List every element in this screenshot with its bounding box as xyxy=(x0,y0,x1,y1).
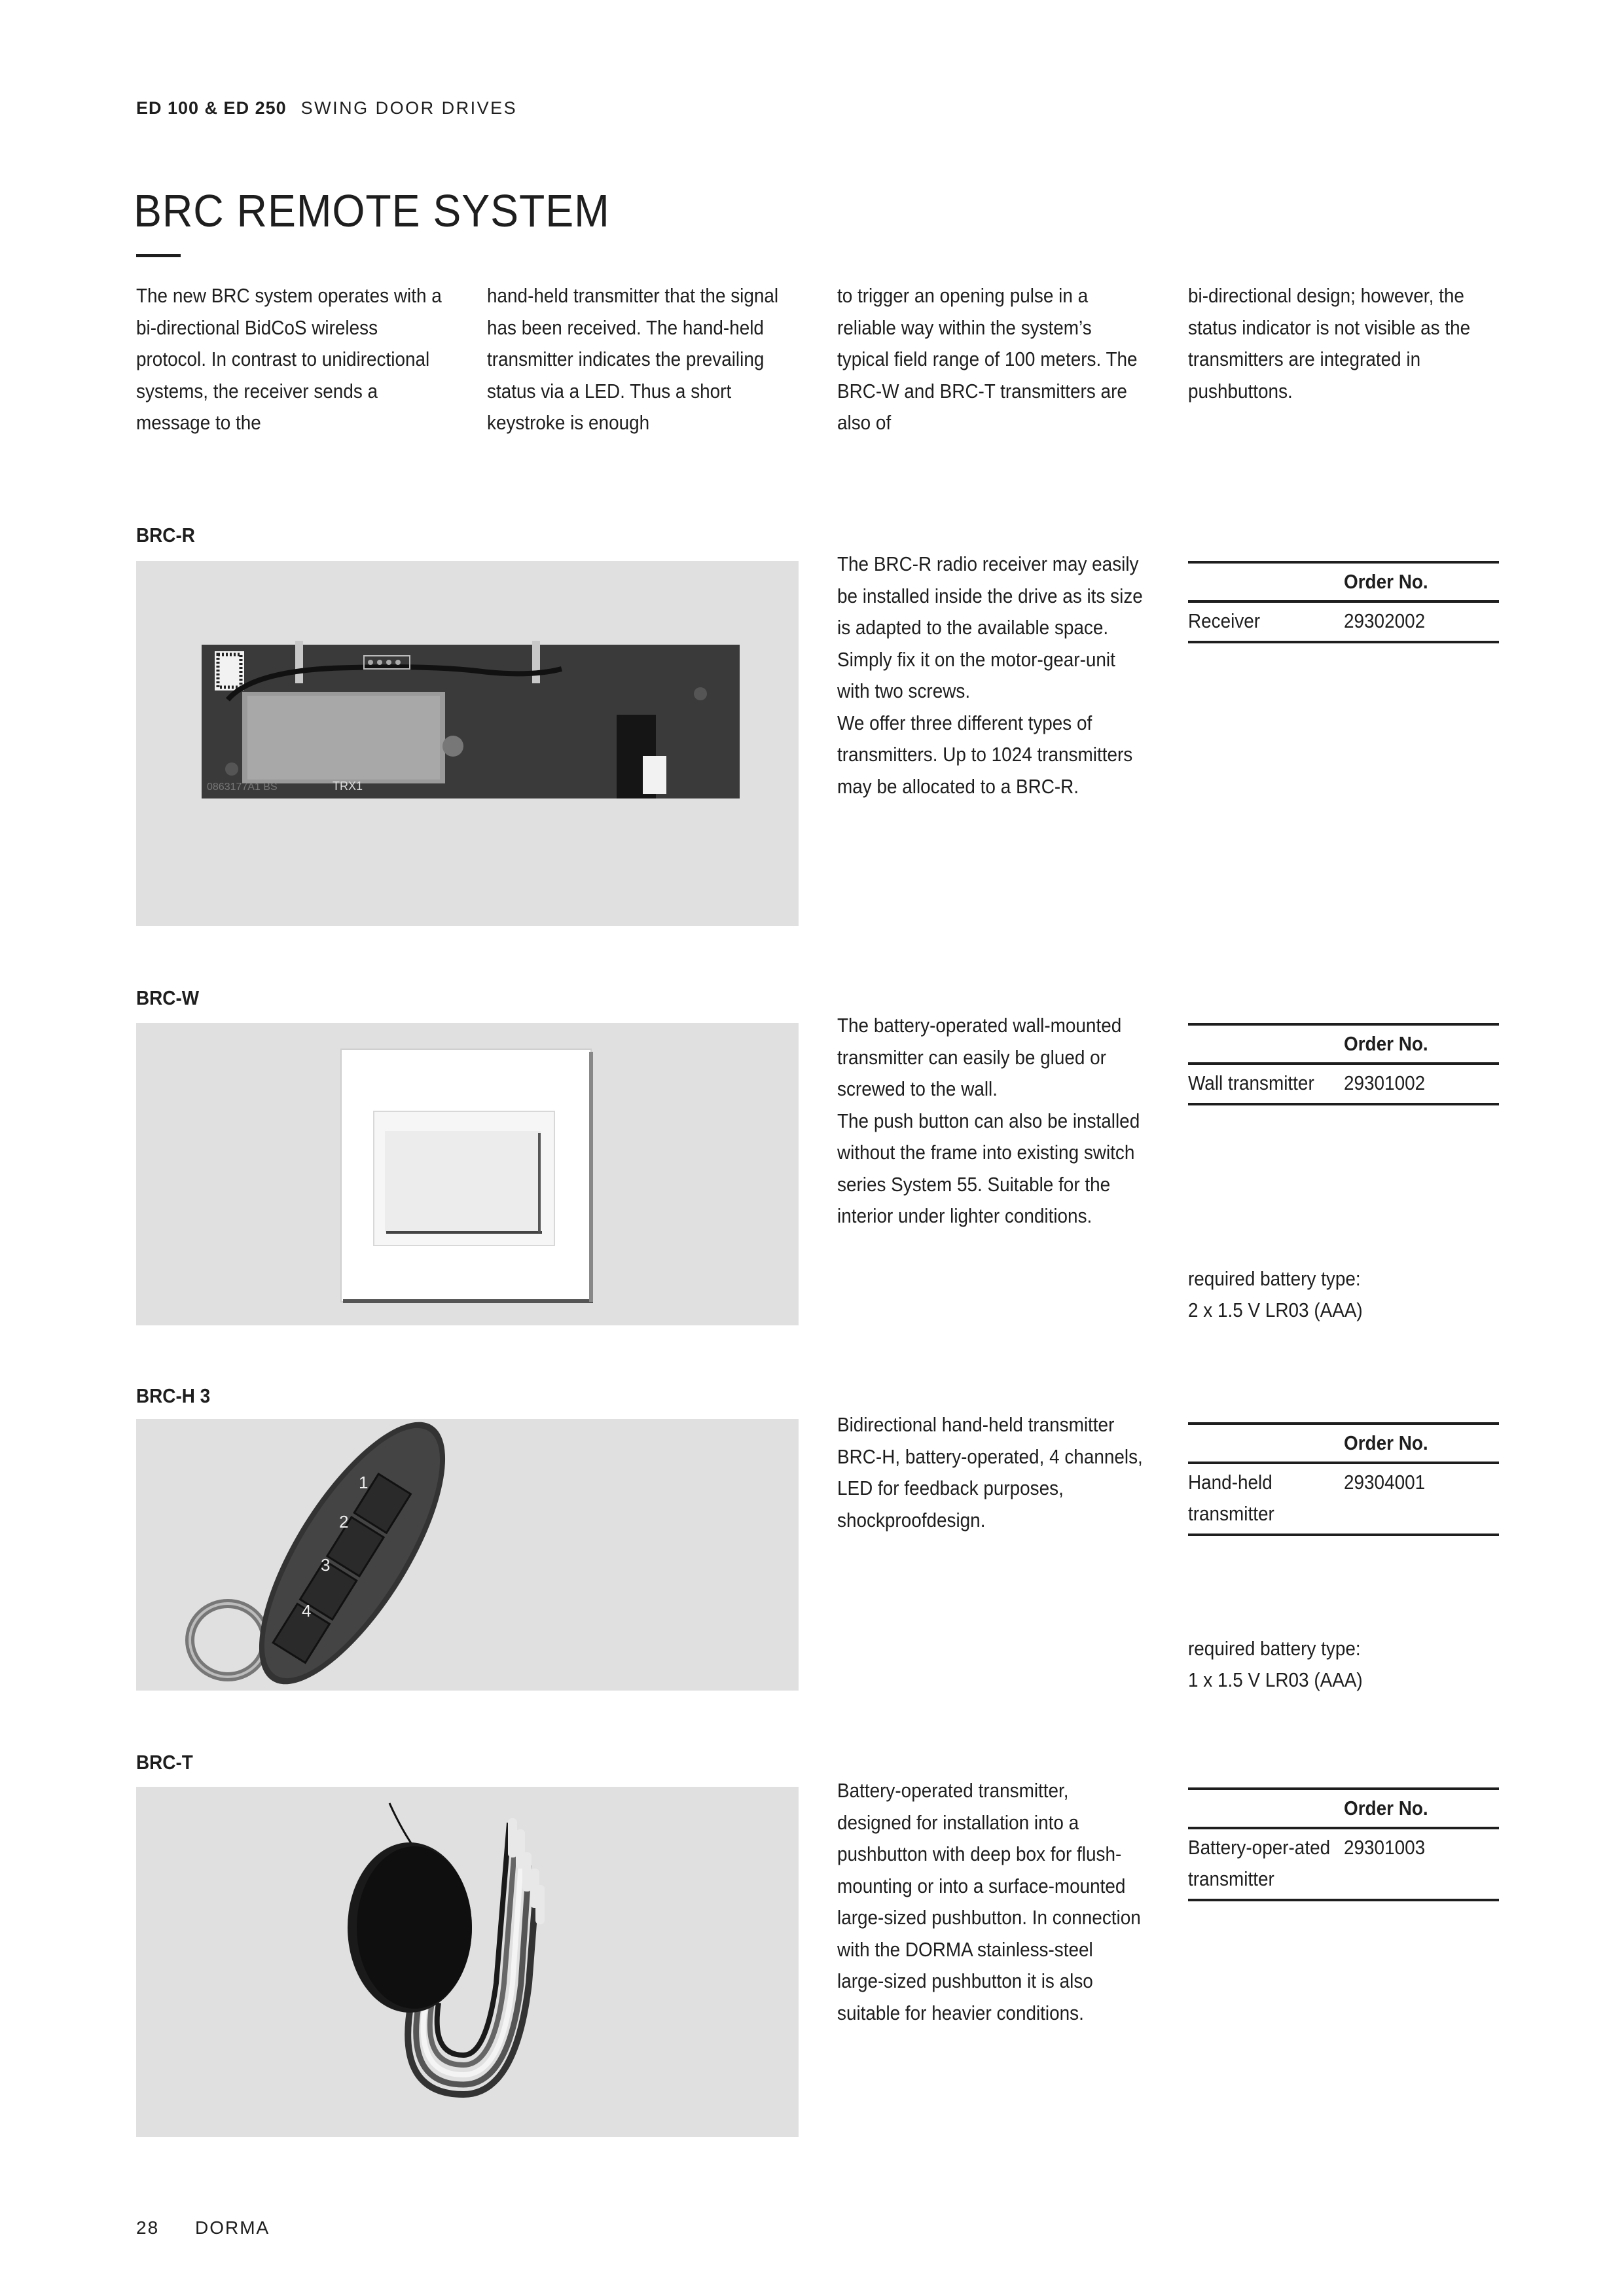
section-label-brc-h3: BRC-H 3 xyxy=(136,1384,211,1407)
wall-switch-icon xyxy=(136,1023,799,1325)
section-label-brc-r: BRC-R xyxy=(136,524,195,547)
order-no-header: Order No. xyxy=(1344,570,1428,593)
table-rule xyxy=(1188,1899,1499,1901)
battery-label: required battery type: xyxy=(1188,1267,1361,1290)
order-no-header: Order No. xyxy=(1344,1431,1428,1454)
table-rule xyxy=(1188,641,1499,643)
item-name: Hand-held transmitter xyxy=(1188,1471,1274,1525)
table-row xyxy=(1188,1065,1499,1103)
table-row xyxy=(1188,1464,1499,1534)
section-label-brc-w: BRC-W xyxy=(136,986,200,1009)
intro-column-2: hand-held transmitter that the signal has been received. The hand-held transmitter indicates the prevailing status via a LED. Thus a short keystroke is enough xyxy=(487,284,779,434)
table-rule xyxy=(1188,1103,1499,1105)
page-title: BRC REMOTE SYSTEM xyxy=(134,185,610,236)
product-image-brc-w xyxy=(136,1023,799,1325)
order-number: 29304001 xyxy=(1344,1471,1426,1494)
title-underline-rule xyxy=(136,254,181,257)
order-number: 29301002 xyxy=(1344,1071,1426,1094)
page-number: 28 xyxy=(136,2217,160,2238)
key-label-1: 1 xyxy=(359,1473,369,1492)
order-table-brc-h3 xyxy=(1188,1422,1499,1536)
svg-text:0863177A1 BS: 0863177A1 BS xyxy=(207,781,278,793)
pushbutton-transmitter-icon xyxy=(136,1787,799,2137)
table-row xyxy=(1188,603,1499,641)
battery-value: 1 x 1.5 V LR03 (AAA) xyxy=(1188,1668,1363,1691)
intro-column-4: bi-directional design; however, the status indicator is not visible as the transmitters are integrated in pushbuttons. xyxy=(1188,284,1471,403)
battery-value: 2 x 1.5 V LR03 (AAA) xyxy=(1188,1299,1363,1321)
order-no-header: Order No. xyxy=(1344,1032,1428,1055)
product-image-brc-r xyxy=(136,561,799,926)
circuit-board-icon xyxy=(136,561,799,926)
product-image-brc-t xyxy=(136,1787,799,2137)
item-name: Wall transmitter xyxy=(1188,1071,1314,1094)
battery-label: required battery type: xyxy=(1188,1637,1361,1660)
order-table-brc-r xyxy=(1188,561,1499,643)
description-brc-h3: Bidirectional hand-held transmitter BRC-H, battery-operated, 4 channels, LED for feedback purposes, shockproofdesign. xyxy=(837,1413,1143,1532)
key-label-4: 4 xyxy=(302,1601,312,1621)
order-number: 29302002 xyxy=(1344,609,1426,632)
svg-text:TRX1: TRX1 xyxy=(333,780,363,793)
key-fob-icon xyxy=(136,1419,799,1691)
order-table-brc-w xyxy=(1188,1023,1499,1105)
order-table-brc-t xyxy=(1188,1787,1499,1901)
description-brc-w: The battery-operated wall-mounted transmitter can easily be glued or screwed to the wall. The push button can also be installed without the frame into existing switch series System 55. Suitable for the interior under lighter conditions. xyxy=(837,1014,1140,1227)
intro-column-3: to trigger an opening pulse in a reliable way within the system’s typical field range of 100 meters. The BRC-W and BRC-T transmitters are also of xyxy=(837,284,1138,434)
table-row xyxy=(1188,1829,1499,1899)
product-image-brc-h3 xyxy=(136,1419,799,1691)
key-label-2: 2 xyxy=(339,1512,349,1532)
header-product: ED 100 & ED 250 xyxy=(136,98,287,118)
table-rule xyxy=(1188,1534,1499,1536)
running-header xyxy=(136,98,517,118)
section-label-brc-t: BRC-T xyxy=(136,1751,193,1774)
intro-column-1: The new BRC system operates with a bi-directional BidCoS wireless protocol. In contrast to unidirectional systems, the receiver sends a message to the xyxy=(136,284,442,434)
description-brc-t: Battery-operated transmitter, designed for installation into a pushbutton with deep box for flush-mounting or into a surface-mounted large-sized pushbutton. In connection with the DORMA stainless-steel large-sized pushbutton it is also suitable for heavier conditions. xyxy=(837,1779,1141,2024)
header-category: SWING DOOR DRIVES xyxy=(300,98,518,118)
battery-info-brc-w xyxy=(1188,1263,1468,1326)
item-name: Receiver xyxy=(1188,609,1261,632)
footer-brand: DORMA xyxy=(195,2217,270,2238)
item-name: Battery-oper-ated transmitter xyxy=(1188,1836,1331,1890)
order-no-header: Order No. xyxy=(1344,1797,1428,1820)
key-label-3: 3 xyxy=(321,1555,331,1575)
order-number: 29301003 xyxy=(1344,1836,1426,1859)
battery-info-brc-h3 xyxy=(1188,1633,1468,1696)
description-brc-r: The BRC-R radio receiver may easily be installed inside the drive as its size is adapted to the available space. Simply fix it on the motor-gear-unit with two screws. We offer three different types of transmitters. Up to 1024 transmitters may be allocated to a BRC-R. xyxy=(837,552,1143,798)
